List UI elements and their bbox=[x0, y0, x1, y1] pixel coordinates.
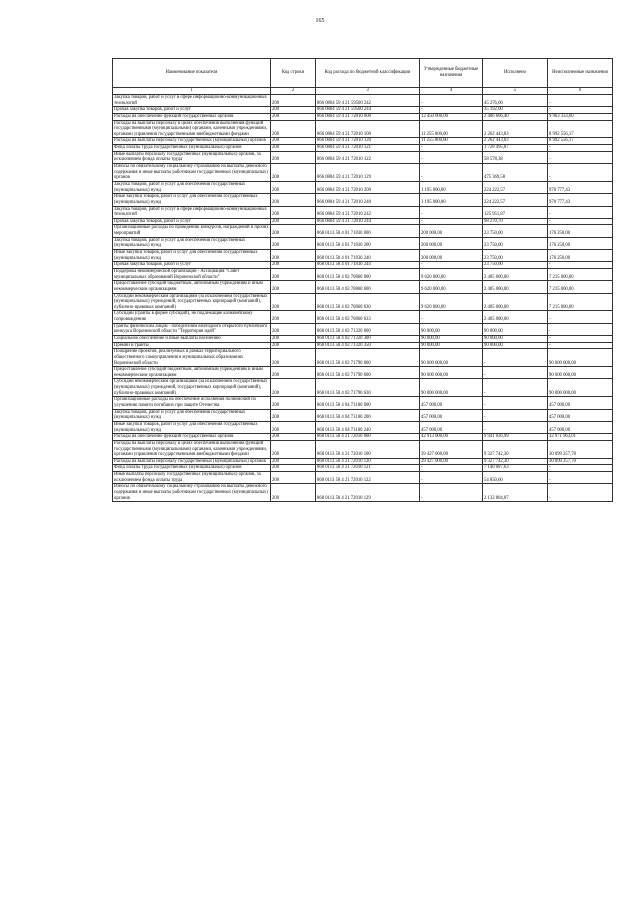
cell-unexecuted: 7 215 000,00 bbox=[548, 281, 613, 293]
cell-approved: 457 000,00 bbox=[420, 421, 483, 433]
cell-executed: 23 750,00 bbox=[483, 225, 548, 237]
cell-line-code: 200 bbox=[271, 409, 316, 421]
cell-name: Организационные расходы на обеспечение исполнения полномочий по улучшению памяти погибших при защите Отечества bbox=[113, 397, 271, 409]
cell-line-code: 200 bbox=[271, 181, 316, 193]
cell-unexecuted: 457 000,00 bbox=[548, 397, 613, 409]
cell-name: Предоставление субсидий бюджетным, автономным учреждениям и иным некоммерческим организациям bbox=[113, 281, 271, 293]
cell-name: Расходы на выплаты персоналу в целях обеспечения выполнения функций государственными (муниципальными) органами, казенными учреждениями, органами управления государственными внебюджетными фондами bbox=[113, 440, 271, 458]
cell-name: Расходы на выплаты персоналу государственных (муниципальных) органов bbox=[113, 138, 271, 145]
cell-executed: 224 222,57 bbox=[483, 194, 548, 206]
cell-budget-code: 868 0113 58 4 01 71830 244 bbox=[316, 262, 420, 269]
table-row bbox=[113, 293, 613, 311]
cell-line-code: 200 bbox=[271, 107, 316, 114]
table-row bbox=[113, 323, 613, 335]
cell-unexecuted: 32 971 963,01 bbox=[548, 434, 613, 441]
cell-name: Прочая закупка товаров, работ и услуг bbox=[113, 262, 271, 269]
cell-line-code: 200 bbox=[271, 311, 316, 323]
table-row bbox=[113, 409, 613, 421]
header-unexecuted: Неисполненные назначения bbox=[548, 59, 613, 88]
cell-name: Иные закупки товаров, работ и услуг для обеспечения государственных (муниципальных) нужд bbox=[113, 194, 271, 206]
cell-unexecuted: 30 099 257,70 bbox=[548, 458, 613, 465]
cell-budget-code: 868 0113 58 4 21 72010 122 bbox=[316, 472, 420, 484]
cell-unexecuted: - bbox=[548, 465, 613, 472]
cell-unexecuted: 30 099 257,70 bbox=[548, 440, 613, 458]
cell-approved: 39 427 000,00 bbox=[420, 440, 483, 458]
cell-line-code: 200 bbox=[271, 440, 316, 458]
table-row bbox=[113, 434, 613, 441]
cell-name: Расходы на выплаты персоналу государственных (муниципальных) органов bbox=[113, 458, 271, 465]
cell-line-code: 200 bbox=[271, 218, 316, 225]
cell-approved: 90 000,00 bbox=[420, 323, 483, 335]
table-row bbox=[113, 342, 613, 349]
cell-line-code: 200 bbox=[271, 95, 316, 107]
cell-name: Взносы по обязательному социальному страхованию на выплаты денежного содержания и иные выплаты работникам государственных (муниципальных) органов bbox=[113, 484, 271, 502]
table-row bbox=[113, 138, 613, 145]
table-row bbox=[113, 335, 613, 342]
table-row bbox=[113, 397, 613, 409]
cell-name: Социальное обеспечение и иные выплаты населению bbox=[113, 335, 271, 342]
cell-executed: 23 750,00 bbox=[483, 237, 548, 249]
cell-budget-code: 868 0113 58 4 02 70860 630 bbox=[316, 293, 420, 311]
cell-executed: 2 132 804,07 bbox=[483, 484, 548, 502]
cell-line-code: 200 bbox=[271, 151, 316, 163]
table-row bbox=[113, 349, 613, 367]
table-row bbox=[113, 367, 613, 379]
cell-executed: - bbox=[483, 409, 548, 421]
cell-executed: 2 486 666,40 bbox=[483, 113, 548, 120]
table-row bbox=[113, 225, 613, 237]
cell-unexecuted: - bbox=[548, 95, 613, 107]
table-row bbox=[113, 151, 613, 163]
cell-approved: - bbox=[420, 145, 483, 152]
cell-unexecuted: 176 250,00 bbox=[548, 225, 613, 237]
cell-name: Расходы на выплаты персоналу в целях обеспечения выполнения функций государственными (муниципальными) органами, казенными учреждениями, органами управления государственными внебюджетными фондами bbox=[113, 120, 271, 138]
cell-line-code: 200 bbox=[271, 465, 316, 472]
cell-unexecuted: 90 000 000,00 bbox=[548, 379, 613, 397]
cell-line-code: 200 bbox=[271, 472, 316, 484]
cell-executed: 9 327 742,30 bbox=[483, 458, 548, 465]
cell-name: Премии и гранты bbox=[113, 342, 271, 349]
cell-executed: 35 192,00 bbox=[483, 107, 548, 114]
cell-name: Поощрение проектов, реализуемых в рамках территориального общественного самоуправления в муниципальных образованиях Воронежской области bbox=[113, 349, 271, 367]
cell-approved: - bbox=[420, 484, 483, 502]
cell-approved: 457 000,00 bbox=[420, 397, 483, 409]
cell-approved: - bbox=[420, 465, 483, 472]
cell-budget-code: 868 0113 58 4 02 71790 000 bbox=[316, 349, 420, 367]
cell-name: Субсидии некоммерческим организациям (за исключением государственных (муниципальных) учреждений, государственных корпораций (компаний), публично-правовых компаний) bbox=[113, 379, 271, 397]
cell-executed: 23 750,00 bbox=[483, 262, 548, 269]
header-executed: Исполнено bbox=[483, 59, 548, 88]
cell-approved: - bbox=[420, 218, 483, 225]
cell-line-code: 200 bbox=[271, 164, 316, 182]
cell-budget-code: 866 0804 59 4 21 72010 100 bbox=[316, 120, 420, 138]
cell-executed: 9 941 036,99 bbox=[483, 434, 548, 441]
cell-name: Гранты физическим лицам - победителям ежегодного открытого публичного конкурса Воронежской области "Территория идей" bbox=[113, 323, 271, 335]
cell-executed: 23 750,00 bbox=[483, 250, 548, 262]
cell-executed: 2 262 443,83 bbox=[483, 138, 548, 145]
cell-line-code: 200 bbox=[271, 194, 316, 206]
cell-approved: - bbox=[420, 206, 483, 218]
cell-executed: 90 000,00 bbox=[483, 323, 548, 335]
cell-line-code: 200 bbox=[271, 367, 316, 379]
cell-unexecuted: - bbox=[548, 484, 613, 502]
cell-approved: 42 913 000,00 bbox=[420, 434, 483, 441]
cell-executed: 54 850,60 bbox=[483, 472, 548, 484]
table-row bbox=[113, 164, 613, 182]
table-body bbox=[113, 95, 613, 502]
cell-executed: - bbox=[483, 397, 548, 409]
cell-budget-code: 866 0804 59 4 21 72010 200 bbox=[316, 181, 420, 193]
cell-budget-code: 866 0804 59 4 21 72010 120 bbox=[316, 138, 420, 145]
table-row bbox=[113, 237, 613, 249]
table-row bbox=[113, 181, 613, 193]
cell-line-code: 200 bbox=[271, 335, 316, 342]
cell-budget-code: 866 0804 59 4 21 72010 000 bbox=[316, 113, 420, 120]
cell-approved: 90 000,00 bbox=[420, 335, 483, 342]
cell-line-code: 200 bbox=[271, 484, 316, 502]
cell-budget-code: 868 0113 58 4 04 73180 000 bbox=[316, 397, 420, 409]
column-number: 1 bbox=[113, 88, 271, 95]
cell-unexecuted: 90 000 000,00 bbox=[548, 349, 613, 367]
cell-approved: - bbox=[420, 107, 483, 114]
cell-executed: - bbox=[483, 379, 548, 397]
cell-executed: 58 578,38 bbox=[483, 151, 548, 163]
cell-executed: 90 000,00 bbox=[483, 335, 548, 342]
cell-budget-code: 868 0113 58 4 02 71320 300 bbox=[316, 335, 420, 342]
table-row bbox=[113, 311, 613, 323]
header-line-code: Код строки bbox=[271, 59, 316, 88]
cell-approved: 1 195 000,00 bbox=[420, 181, 483, 193]
table-row bbox=[113, 458, 613, 465]
table-row bbox=[113, 472, 613, 484]
cell-line-code: 200 bbox=[271, 434, 316, 441]
cell-approved: 9 620 000,00 bbox=[420, 293, 483, 311]
cell-budget-code: 868 0113 58 4 02 71790 630 bbox=[316, 379, 420, 397]
cell-unexecuted: - bbox=[548, 218, 613, 225]
cell-executed: 98 270,70 bbox=[483, 218, 548, 225]
column-number-row bbox=[113, 88, 613, 95]
cell-name: Фонд оплаты труда государственных (муниципальных) органов bbox=[113, 465, 271, 472]
cell-budget-code: 866 0804 59 4 21 72010 242 bbox=[316, 206, 420, 218]
cell-name: Прочая закупка товаров, работ и услуг bbox=[113, 107, 271, 114]
cell-unexecuted: - bbox=[548, 206, 613, 218]
cell-approved: 11 255 000,00 bbox=[420, 138, 483, 145]
header-budget-code: Код расхода по бюджетной классификации bbox=[316, 59, 420, 88]
cell-unexecuted: 176 250,00 bbox=[548, 250, 613, 262]
cell-budget-code: 868 0113 58 4 01 71830 240 bbox=[316, 250, 420, 262]
cell-name: Закупка товаров, работ и услуг для обеспечения государственных (муниципальных) нужд bbox=[113, 181, 271, 193]
cell-budget-code: 866 0804 59 4 21 59500 242 bbox=[316, 95, 420, 107]
cell-name: Расходы на обеспечение функций государственных органов bbox=[113, 434, 271, 441]
cell-unexecuted: - bbox=[548, 262, 613, 269]
cell-name: Иные закупки товаров, работ и услуг для обеспечения государственных (муниципальных) нужд bbox=[113, 421, 271, 433]
cell-executed: - bbox=[483, 349, 548, 367]
cell-executed: 1 728 495,87 bbox=[483, 145, 548, 152]
cell-unexecuted: - bbox=[548, 323, 613, 335]
table-row bbox=[113, 262, 613, 269]
cell-name: Расходы на обеспечение функций государственных органов bbox=[113, 113, 271, 120]
cell-unexecuted: 970 777,43 bbox=[548, 181, 613, 193]
cell-line-code: 200 bbox=[271, 293, 316, 311]
cell-budget-code: 868 0113 58 4 04 73180 240 bbox=[316, 421, 420, 433]
page-number: 165 bbox=[315, 18, 325, 24]
cell-approved: - bbox=[420, 164, 483, 182]
cell-budget-code: 866 0804 59 4 21 72010 244 bbox=[316, 218, 420, 225]
cell-unexecuted: 8 992 556,17 bbox=[548, 138, 613, 145]
table-row bbox=[113, 107, 613, 114]
cell-unexecuted: - bbox=[548, 151, 613, 163]
table-row bbox=[113, 465, 613, 472]
header-approved: Утвержденные бюджетные назначения bbox=[420, 59, 483, 88]
header-name: Наименование показателя bbox=[113, 59, 271, 88]
cell-line-code: 200 bbox=[271, 458, 316, 465]
table-row bbox=[113, 421, 613, 433]
cell-name: Субсидии (гранты в форме субсидий), не подлежащие казначейскому сопровождению bbox=[113, 311, 271, 323]
cell-line-code: 200 bbox=[271, 113, 316, 120]
cell-budget-code: 868 0113 58 4 01 71830 000 bbox=[316, 225, 420, 237]
cell-unexecuted: 90 000 000,00 bbox=[548, 367, 613, 379]
cell-name: Иные закупки товаров, работ и услуг для обеспечения государственных (муниципальных) нужд bbox=[113, 250, 271, 262]
table-row bbox=[113, 194, 613, 206]
cell-budget-code: 868 0113 58 4 21 72010 000 bbox=[316, 434, 420, 441]
cell-unexecuted: 7 215 000,00 bbox=[548, 268, 613, 280]
cell-executed: 45 276,06 bbox=[483, 95, 548, 107]
cell-line-code: 200 bbox=[271, 250, 316, 262]
cell-executed: 2 405 000,00 bbox=[483, 281, 548, 293]
cell-executed: 2 262 443,83 bbox=[483, 120, 548, 138]
cell-approved: 90 000 000,00 bbox=[420, 367, 483, 379]
cell-approved: 9 620 000,00 bbox=[420, 268, 483, 280]
cell-budget-code: 868 0113 58 4 21 72010 129 bbox=[316, 484, 420, 502]
cell-unexecuted: - bbox=[548, 342, 613, 349]
budget-execution-table bbox=[112, 58, 613, 502]
cell-name: Закупка товаров, работ и услуг для обеспечения государственных (муниципальных) нужд bbox=[113, 409, 271, 421]
cell-approved: - bbox=[420, 472, 483, 484]
cell-budget-code: 868 0113 58 4 02 71790 600 bbox=[316, 367, 420, 379]
cell-approved: 39 427 000,00 bbox=[420, 458, 483, 465]
cell-unexecuted: 457 000,00 bbox=[548, 409, 613, 421]
cell-budget-code: 866 0804 59 4 21 72010 129 bbox=[316, 164, 420, 182]
cell-unexecuted: 7 215 000,00 bbox=[548, 293, 613, 311]
cell-unexecuted: - bbox=[548, 472, 613, 484]
column-number: 6 bbox=[548, 88, 613, 95]
column-number: 3 bbox=[316, 88, 420, 95]
cell-line-code: 200 bbox=[271, 342, 316, 349]
cell-budget-code: 868 0113 58 4 02 70860 600 bbox=[316, 281, 420, 293]
cell-line-code: 200 bbox=[271, 225, 316, 237]
cell-name: Закупка товаров, работ и услуг в сфере информационно-коммуникационных технологий bbox=[113, 206, 271, 218]
cell-approved: 200 000,00 bbox=[420, 225, 483, 237]
table-row bbox=[113, 206, 613, 218]
cell-executed: - bbox=[483, 367, 548, 379]
cell-line-code: 200 bbox=[271, 379, 316, 397]
cell-unexecuted: - bbox=[548, 311, 613, 323]
cell-line-code: 200 bbox=[271, 397, 316, 409]
cell-budget-code: 866 0804 59 4 21 72010 240 bbox=[316, 194, 420, 206]
cell-name: Предоставление субсидий бюджетным, автономным учреждениям и иным некоммерческим организациям bbox=[113, 367, 271, 379]
table-row bbox=[113, 145, 613, 152]
cell-budget-code: 868 0113 58 4 21 72010 120 bbox=[316, 458, 420, 465]
cell-line-code: 200 bbox=[271, 138, 316, 145]
cell-approved: 11 255 000,00 bbox=[420, 120, 483, 138]
cell-name: Прочая закупка товаров, работ и услуг bbox=[113, 218, 271, 225]
cell-approved: 90 000,00 bbox=[420, 342, 483, 349]
cell-name: Иные выплаты персоналу государственных (муниципальных) органов, за исключением фонда оплаты труда bbox=[113, 472, 271, 484]
cell-executed: 7 140 087,63 bbox=[483, 465, 548, 472]
cell-name: Закупка товаров, работ и услуг для обеспечения государственных (муниципальных) нужд bbox=[113, 237, 271, 249]
cell-unexecuted: - bbox=[548, 164, 613, 182]
cell-budget-code: 868 0113 58 4 21 72010 121 bbox=[316, 465, 420, 472]
cell-approved: 457 000,00 bbox=[420, 409, 483, 421]
cell-executed: 90 000,00 bbox=[483, 342, 548, 349]
cell-budget-code: 868 0113 58 4 02 71320 000 bbox=[316, 323, 420, 335]
cell-executed: 475 369,58 bbox=[483, 164, 548, 182]
cell-approved: - bbox=[420, 95, 483, 107]
column-number: 2 bbox=[271, 88, 316, 95]
cell-executed: 224 222,57 bbox=[483, 181, 548, 193]
cell-approved: - bbox=[420, 311, 483, 323]
cell-budget-code: 866 0804 59 4 21 72010 122 bbox=[316, 151, 420, 163]
cell-budget-code: 868 0113 58 4 21 72010 100 bbox=[316, 440, 420, 458]
cell-executed: 2 405 000,00 bbox=[483, 268, 548, 280]
cell-approved: 90 000 000,00 bbox=[420, 379, 483, 397]
cell-name: Иные выплаты персоналу государственных (муниципальных) органов, за исключением фонда оплаты труда bbox=[113, 151, 271, 163]
cell-unexecuted: - bbox=[548, 335, 613, 342]
cell-budget-code: 868 0113 58 4 02 70860 633 bbox=[316, 311, 420, 323]
cell-budget-code: 866 0804 59 4 21 72010 121 bbox=[316, 145, 420, 152]
header-row bbox=[113, 59, 613, 88]
cell-name: Субсидии некоммерческим организациям (за исключением государственных (муниципальных) учреждений, государственных корпораций (компаний), публично-правовых компаний) bbox=[113, 293, 271, 311]
cell-approved: 90 000 000,00 bbox=[420, 349, 483, 367]
cell-executed: 9 327 742,30 bbox=[483, 440, 548, 458]
table-row bbox=[113, 120, 613, 138]
table-row bbox=[113, 268, 613, 280]
cell-line-code: 200 bbox=[271, 421, 316, 433]
cell-name: Поддержка некоммерческой организации - Ассоциация "Совет муниципальных образований Воронежской области" bbox=[113, 268, 271, 280]
cell-approved: 9 620 000,00 bbox=[420, 281, 483, 293]
cell-line-code: 200 bbox=[271, 323, 316, 335]
cell-budget-code: 868 0113 58 4 02 71320 350 bbox=[316, 342, 420, 349]
cell-line-code: 200 bbox=[271, 262, 316, 269]
cell-name: Организационные расходы по проведению конкурсов, награждений и прочих мероприятий bbox=[114, 225, 269, 237]
cell-line-code: 200 bbox=[271, 120, 316, 138]
cell-approved: 12 450 000,00 bbox=[420, 113, 483, 120]
table-row bbox=[113, 218, 613, 225]
cell-executed: 2 405 000,00 bbox=[483, 293, 548, 311]
column-number: 4 bbox=[420, 88, 483, 95]
cell-unexecuted: 970 777,43 bbox=[548, 194, 613, 206]
cell-name: Закупка товаров, работ и услуг в сфере информационно-коммуникационных технологий bbox=[113, 95, 271, 107]
cell-line-code: 200 bbox=[271, 145, 316, 152]
cell-budget-code: 868 0113 58 4 04 73180 200 bbox=[316, 409, 420, 421]
table-row bbox=[113, 95, 613, 107]
table-row bbox=[113, 484, 613, 502]
column-number: 5 bbox=[483, 88, 548, 95]
cell-line-code: 200 bbox=[271, 237, 316, 249]
cell-line-code: 200 bbox=[271, 206, 316, 218]
table-row bbox=[113, 281, 613, 293]
cell-approved: 1 195 000,00 bbox=[420, 194, 483, 206]
cell-approved: - bbox=[420, 151, 483, 163]
cell-executed: 125 951,87 bbox=[483, 206, 548, 218]
cell-approved: - bbox=[420, 262, 483, 269]
table-row bbox=[113, 250, 613, 262]
cell-budget-code: 868 0113 58 4 02 70860 000 bbox=[316, 268, 420, 280]
cell-unexecuted: 9 963 333,60 bbox=[548, 113, 613, 120]
cell-executed: 2 405 000,00 bbox=[483, 311, 548, 323]
table-row bbox=[113, 113, 613, 120]
cell-unexecuted: 8 992 556,17 bbox=[548, 120, 613, 138]
table-row bbox=[113, 440, 613, 458]
cell-unexecuted: 176 250,00 bbox=[548, 237, 613, 249]
cell-line-code: 200 bbox=[271, 268, 316, 280]
cell-unexecuted: - bbox=[548, 107, 613, 114]
cell-budget-code: 868 0113 58 4 01 71830 200 bbox=[316, 237, 420, 249]
cell-budget-code: 866 0804 59 4 21 59500 244 bbox=[316, 107, 420, 114]
cell-line-code: 200 bbox=[271, 281, 316, 293]
cell-approved: 200 000,00 bbox=[420, 237, 483, 249]
cell-line-code: 200 bbox=[271, 349, 316, 367]
cell-name: Взносы по обязательному социальному страхованию на выплаты денежного содержания и иные выплаты работникам государственных (муниципальных) органов bbox=[113, 164, 271, 182]
cell-unexecuted: 457 000,00 bbox=[548, 421, 613, 433]
cell-approved: 200 000,00 bbox=[420, 250, 483, 262]
cell-name: Фонд оплаты труда государственных (муниципальных) органов bbox=[113, 145, 271, 152]
cell-executed: - bbox=[483, 421, 548, 433]
table-row bbox=[113, 379, 613, 397]
cell-unexecuted: - bbox=[548, 145, 613, 152]
